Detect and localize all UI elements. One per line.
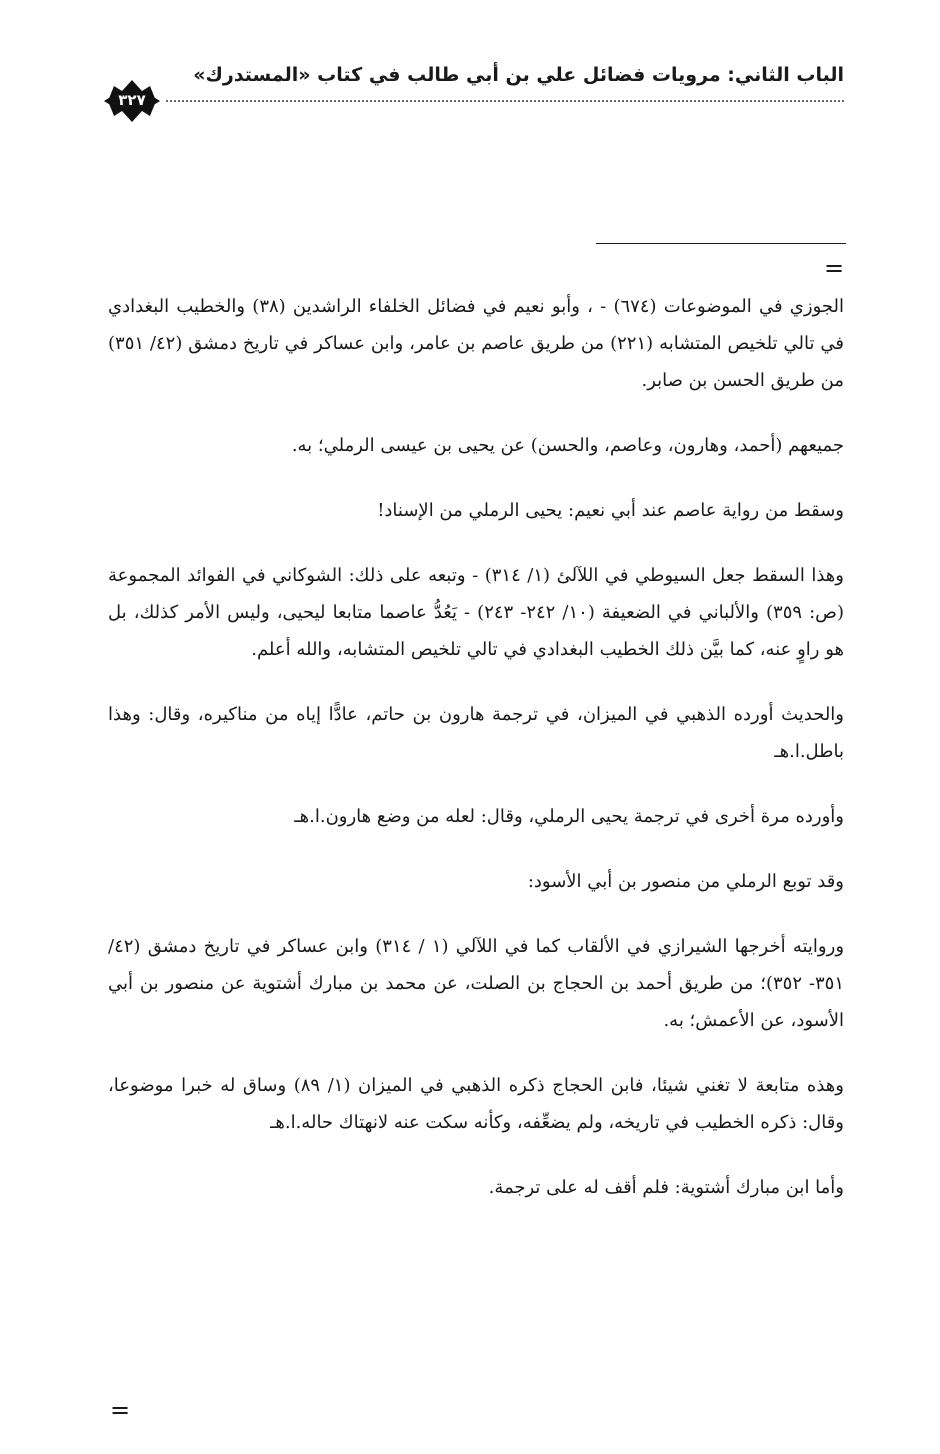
paragraph-8: وروايته أخرجها الشيرازي في الألقاب كما في اللآلي (١ / ٣١٤) وابن عساكر في تاريخ دمشق (٤٢/ ٣٥١- ٣٥٢)؛ من طريق أحمد بن الحجاج بن الصلت، عن محمد بن مبارك أشتوية عن منصور بن أبي الأسود، عن الأعمش؛ به. bbox=[108, 936, 845, 1031]
paragraph-5: والحديث أورده الذهبي في الميزان، في ترجمة هارون بن حاتم، عادًّا إياه من مناكيره، وقال: وهذا باطل.ا.هـ bbox=[108, 704, 844, 762]
page-number-badge bbox=[100, 76, 164, 126]
running-title: الباب الثاني: مرويات فضائل علي بن أبي طالب في كتاب «المستدرك» bbox=[193, 64, 844, 86]
page-number: ٣٢٧ bbox=[118, 91, 146, 109]
footnote-continues-mark: = bbox=[109, 1396, 131, 1424]
footnote-body bbox=[108, 288, 844, 1234]
header-dotted-rule bbox=[166, 100, 844, 102]
paragraph-7: وقد توبع الرملي من منصور بن أبي الأسود: bbox=[527, 871, 844, 892]
paragraph-10: وأما ابن مبارك أشتوية: فلم أقف له على ترجمة. bbox=[488, 1177, 844, 1198]
paragraph-9: وهذه متابعة لا تغني شيئا، فابن الحجاج ذكره الذهبي في الميزان (١/ ٨٩) وساق له خبرا موضوعا، وقال: ذكره الخطيب في تاريخه، ولم يضعِّفه، وكأنه سكت عنه لانهتاك حاله.ا.هـ bbox=[108, 1075, 844, 1133]
footnote-separator-rule bbox=[596, 243, 846, 244]
page-header bbox=[100, 64, 844, 124]
paragraph-3: وسقط من رواية عاصم عند أبي نعيم: يحيى الرملي من الإسناد! bbox=[377, 500, 844, 521]
paragraph-4: وهذا السقط جعل السيوطي في اللآلئ (١/ ٣١٤) - وتبعه على ذلك: الشوكاني في الفوائد المجموعة (ص: ٣٥٩) والألباني في الضعيفة (١٠/ ٢٤٢- ٢٤٣) - يَعُدُّ عاصما متابعا ليحيى، وليس الأمر كذلك، بل هو راوٍ عنه، كما بيَّن ذلك الخطيب البغدادي في تالي تلخيص المتشابه، والله أعلم. bbox=[108, 565, 844, 660]
paragraph-6: وأورده مرة أخرى في ترجمة يحيى الرملي، وقال: لعله من وضع هارون.ا.هـ bbox=[294, 806, 844, 827]
paragraph-2: جميعهم (أحمد، وهارون، وعاصم، والحسن) عن يحيى بن عيسى الرملي؛ به. bbox=[291, 435, 844, 456]
paragraph-1: الجوزي في الموضوعات (٦٧٤) - ، وأبو نعيم في فضائل الخلفاء الراشدين (٣٨) والخطيب البغدادي في تالي تلخيص المتشابه (٢٢١) من طريق عاصم بن عامر، وابن عساكر في تاريخ دمشق (٤٢/ ٣٥١) من طريق الحسن بن صابر. bbox=[108, 296, 844, 391]
footnote-continuation-mark: = bbox=[823, 254, 845, 282]
